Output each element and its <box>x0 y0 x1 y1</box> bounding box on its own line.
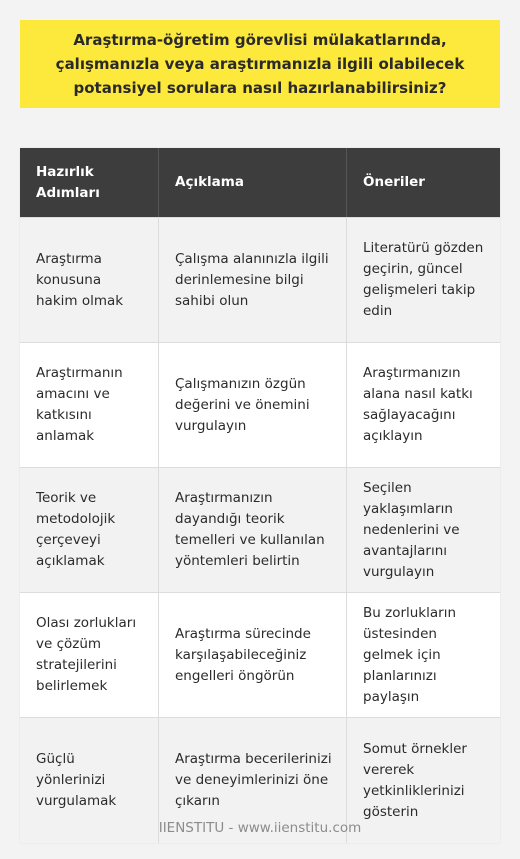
table-cell-description: Araştırmanızın dayandığı teorik temelleri ve kullanılan yöntemleri belirtin <box>158 468 346 592</box>
header-cell-suggestions: Öneriler <box>346 148 500 217</box>
table-cell-step: Olası zorlukları ve çözüm stratejilerini belirlemek <box>36 615 137 694</box>
header-cell-steps: Hazırlık Adımları <box>36 163 100 201</box>
table-row <box>20 468 500 593</box>
table-cell-description: Araştırma becerilerinizi ve deneyimlerinizi öne çıkarın <box>158 718 346 843</box>
table-cell-suggestion: Bu zorlukların üstesinden gelmek için planlarınızı paylaşın <box>346 593 500 717</box>
table-cell-description: Çalışma alanınızla ilgili derinlemesine bilgi sahibi olun <box>158 218 346 342</box>
table-header-row <box>20 148 500 218</box>
table-cell-step: Güçlü yönlerinizi vurgulamak <box>36 751 117 809</box>
table-row <box>20 218 500 343</box>
table-cell-suggestion: Araştırmanızın alana nasıl katkı sağlayacağını açıklayın <box>346 343 500 467</box>
table-cell-description: Çalışmanızın özgün değerini ve önemini vurgulayın <box>158 343 346 467</box>
table-cell-step: Teorik ve metodolojik çerçeveyi açıklamak <box>36 490 116 569</box>
table-cell-suggestion: Literatürü gözden geçirin, güncel gelişmeleri takip edin <box>346 218 500 342</box>
table-cell-description: Araştırma sürecinde karşılaşabileceğiniz engelleri öngörün <box>158 593 346 717</box>
table-cell-suggestion: Seçilen yaklaşımların nedenlerini ve avantajlarını vurgulayın <box>346 468 500 592</box>
page-title: Araştırma-öğretim görevlisi mülakatlarında, çalışmanızla veya araştırmanızla ilgili olabilecek potansiyel sorulara nasıl hazırlanabilirsiniz? <box>20 20 500 108</box>
table-row <box>20 343 500 468</box>
table-row <box>20 593 500 718</box>
header-cell-description: Açıklama <box>158 148 346 217</box>
table-cell-step: Araştırma konusuna hakim olmak <box>36 250 124 309</box>
preparation-table <box>20 148 500 843</box>
table-cell-suggestion: Somut örnekler vererek yetkinliklerinizi gösterin <box>346 718 500 843</box>
footer-brand: IIENSTITU - www.iienstitu.com <box>158 820 362 836</box>
table-cell-step: Araştırmanın amacını ve katkısını anlamak <box>36 365 123 444</box>
